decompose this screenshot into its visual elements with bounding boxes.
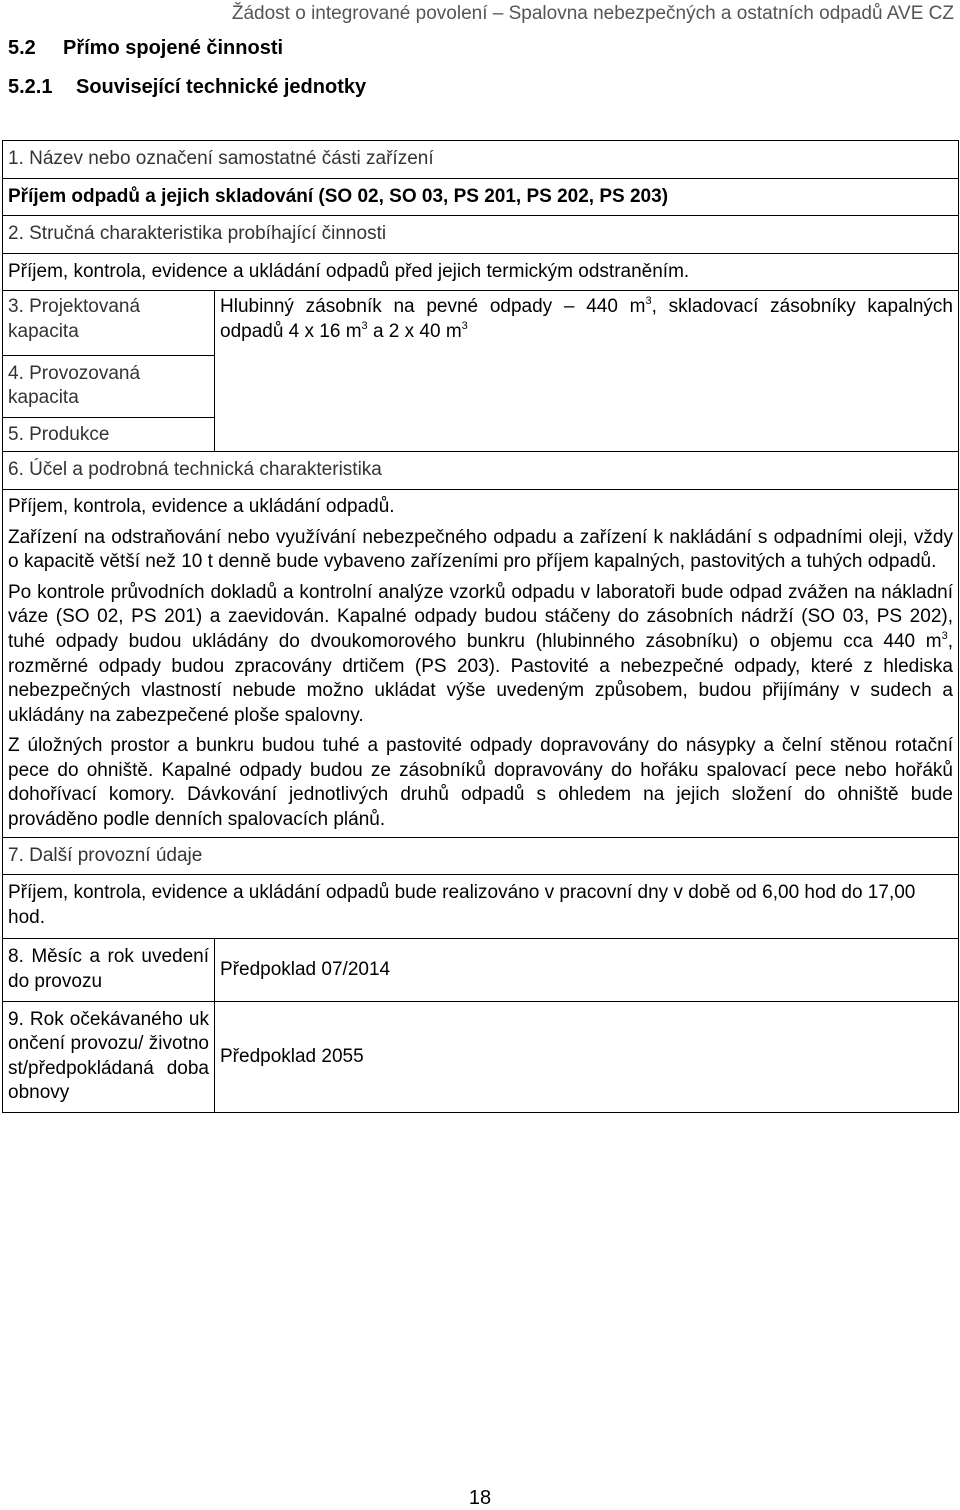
field-3-label: 3. Projektovaná kapacita	[3, 291, 215, 355]
paragraph: Z úložných prostor a bunkru budou tuhé a pastovité odpady dopravovány do násypky a čelní stěnou rotační pece do ohniště. Kapalné odpady budou ze zásobníků dopravovány do hořáku spalovací pece nebo hořáků dohořívací komory. Dávkování jednotlivých druhů odpadů s ohledem na jejich složení do ohniště bude prováděno podle denních spalovacích plánů.	[8, 735, 953, 831]
capacity-sup: 3	[645, 295, 652, 308]
field-2-label: 2. Stručná charakteristika probíhající činnosti	[3, 216, 959, 254]
paragraph-sup: 3	[941, 629, 948, 642]
field-8-value: Předpoklad 07/2014	[215, 939, 959, 1001]
page-number: 18	[468, 1487, 492, 1509]
section-heading-5-2-1	[8, 76, 366, 99]
field-4-label: 4. Provozovaná kapacita	[3, 355, 215, 417]
field-7-label: 7. Další provozní údaje	[3, 837, 959, 875]
capacity-text-b: , skladovací zásobníky kapalných odpadů 4 x 16 m	[220, 296, 953, 342]
paragraph	[8, 581, 953, 729]
running-header: Žádost o integrované povolení – Spalovna nebezpečných a ostatních odpadů AVE CZ	[231, 3, 954, 24]
field-8-label: 8. Měsíc a rok uvedení do provozu	[3, 939, 215, 1001]
paragraph: Zařízení na odstraňování nebo využívání nebezpečného odpadu a zařízení k nakládání s odpadními oleji, vždy o kapacitě větší než 10 t denně bude vybaveno zařízeními pro příjem kapalných, pastovitých a tuhých odpadů.	[8, 526, 953, 573]
field-6-value	[3, 489, 959, 837]
section-number: 5.2.1	[8, 76, 53, 98]
paragraph-text-a: Po kontrole průvodních dokladů a kontrolní analýze vzorků odpadu v laboratoři bude odpad zvážen na nákladní váze (SO 02, PS 201) a zaevidován. Kapalné odpady budou stáčeny do zásobních nádrží (SO 03, PS 202), tuhé odpady budou ukládány do dvoukomorového bunkru (hlubinného zásobníku) o objemu cca 440 m	[8, 581, 953, 652]
paragraph: Příjem, kontrola, evidence a ukládání odpadů.	[8, 495, 395, 517]
unit-form-table	[2, 140, 959, 1113]
capacity-sup: 3	[461, 319, 468, 332]
field-1-value: Příjem odpadů a jejich skladování (SO 02, SO 03, PS 201, PS 202, PS 203)	[3, 178, 959, 216]
field-2-value: Příjem, kontrola, evidence a ukládání odpadů před jejich termickým odstraněním.	[3, 253, 959, 291]
paragraph-text-b: , rozměrné odpady budou zpracovány drtičem (PS 203). Pastovité a nebezpečné odpady, které z hlediska nebezpečných vlastností nebude možno ukládat výše uvedeným způsobem, budou přijímány v sudech a ukládány na zabezpečené ploše spalovny.	[8, 630, 953, 726]
capacity-value	[215, 291, 959, 452]
section-title: Přímo spojené činnosti	[63, 37, 284, 59]
section-heading-5-2	[8, 37, 283, 60]
field-9-value: Předpoklad 2055	[215, 1001, 959, 1112]
field-1-label: 1. Název nebo označení samostatné části zařízení	[3, 141, 959, 179]
capacity-text-c: a 2 x 40 m	[367, 320, 462, 342]
capacity-sup: 3	[361, 319, 368, 332]
field-6-label: 6. Účel a podrobná technická charakteristika	[3, 452, 959, 490]
field-7-value: Příjem, kontrola, evidence a ukládání odpadů bude realizováno v pracovní dny v době od 6,00 hod do 17,00 hod.	[3, 875, 959, 939]
field-9-label: 9. Rok očekávaného ukončení provozu/ životnost/předpokládaná doba obnovy	[3, 1001, 215, 1112]
capacity-text-a: Hlubinný zásobník na pevné odpady – 440 m	[220, 296, 646, 318]
field-5-label: 5. Produkce	[3, 417, 215, 452]
section-number: 5.2	[8, 37, 36, 59]
section-title: Související technické jednotky	[76, 76, 367, 98]
